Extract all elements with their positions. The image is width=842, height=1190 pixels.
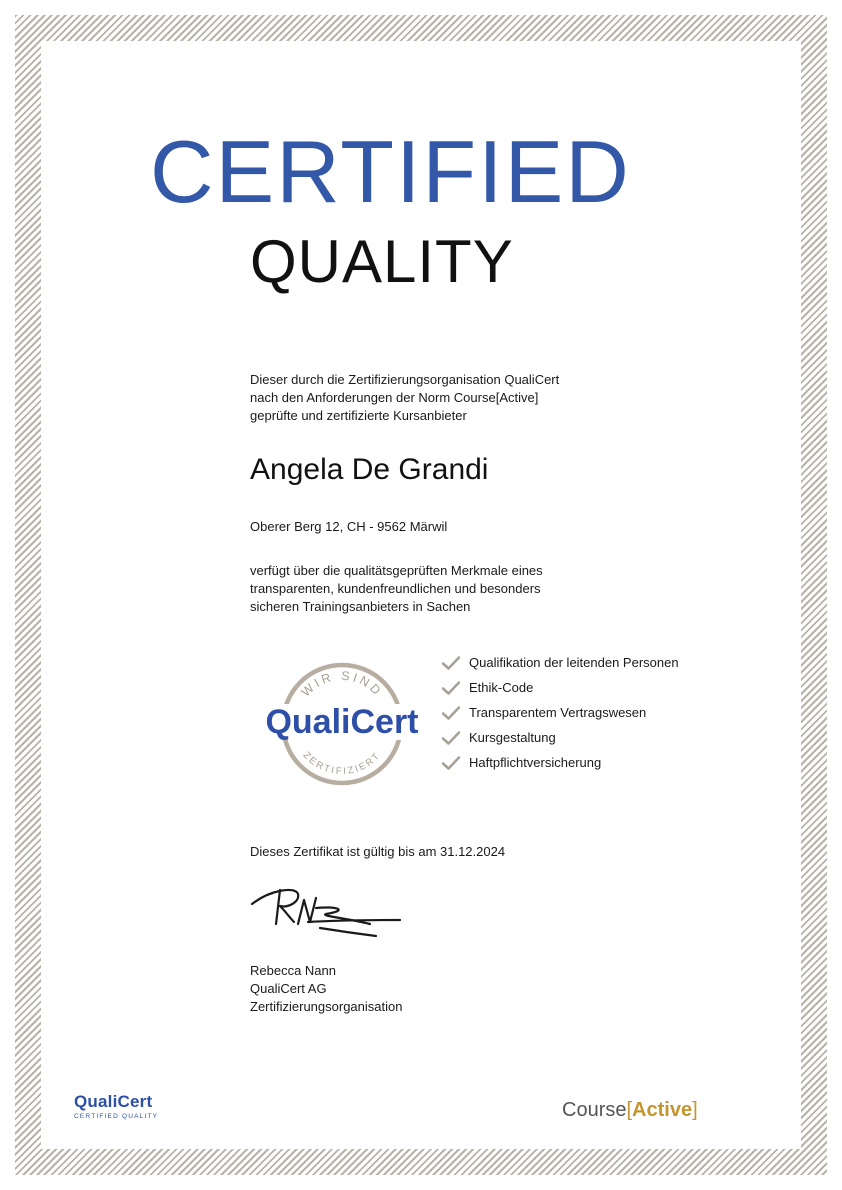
course-active-logo (562, 1099, 698, 1122)
headline-certified: CERTIFIED (150, 122, 631, 221)
criteria-item (440, 754, 700, 772)
check-icon (442, 656, 460, 670)
seal-top-arc-text: WIR SIND (298, 668, 386, 700)
qualicert-seal (254, 656, 430, 792)
criteria-item (440, 654, 700, 672)
holder-address: Oberer Berg 12, CH - 9562 Märwil (250, 519, 448, 534)
criteria-label: Qualifikation der leitenden Personen (469, 655, 679, 670)
check-icon (442, 706, 460, 720)
seal-brand: QualiCert (265, 703, 419, 741)
criteria-label: Transparentem Vertragswesen (469, 705, 647, 720)
certificate-holder-name: Angela De Grandi (250, 453, 489, 486)
signature-graphic (250, 882, 405, 942)
intro-text (250, 371, 650, 425)
check-icon (442, 756, 460, 770)
criteria-label: Ethik-Code (469, 680, 534, 695)
seal-bottom-arc-text: ZERTIFIZIERT (300, 749, 384, 778)
intro-line: Dieser durch die Zertifizierungsorganisation QualiCert (250, 372, 560, 387)
logo-open-bracket: [ (626, 1099, 633, 1121)
criteria-list (440, 654, 700, 779)
signer-company: QualiCert AG (250, 981, 327, 996)
criteria-item (440, 704, 700, 722)
logo-course-word: Course (562, 1099, 627, 1121)
logo-close-bracket: ] (692, 1099, 698, 1121)
features-line: verfügt über die qualitätsgeprüften Merkmale eines (250, 563, 543, 578)
check-icon (442, 731, 460, 745)
validity-statement: Dieses Zertifikat ist gültig bis am 31.12.2024 (250, 844, 506, 859)
criteria-label: Kursgestaltung (469, 730, 556, 745)
signer-block (250, 962, 402, 1016)
handwritten-signature (250, 882, 405, 942)
criteria-item (440, 679, 700, 697)
check-icon (442, 681, 460, 695)
signer-role: Zertifizierungsorganisation (250, 999, 403, 1014)
qualicert-footer-logo (74, 1092, 194, 1120)
logo-active-word: Active (632, 1099, 693, 1121)
footer-brand: QualiCert (74, 1092, 153, 1111)
features-line: transparenten, kundenfreundlichen und besonders (250, 581, 541, 596)
criteria-label: Haftpflichtversicherung (469, 755, 602, 770)
intro-line: nach den Anforderungen der Norm Course[Active] (250, 390, 539, 405)
headline-quality: QUALITY (250, 228, 514, 295)
signer-name: Rebecca Nann (250, 963, 336, 978)
features-line: sicheren Trainingsanbieters in Sachen (250, 599, 471, 614)
features-text (250, 562, 650, 616)
footer-tagline: CERTIFIED QUALITY (74, 1113, 159, 1120)
criteria-item (440, 729, 700, 747)
intro-line: geprüfte und zertifizierte Kursanbieter (250, 408, 467, 423)
qualicert-seal-graphic (254, 656, 430, 792)
